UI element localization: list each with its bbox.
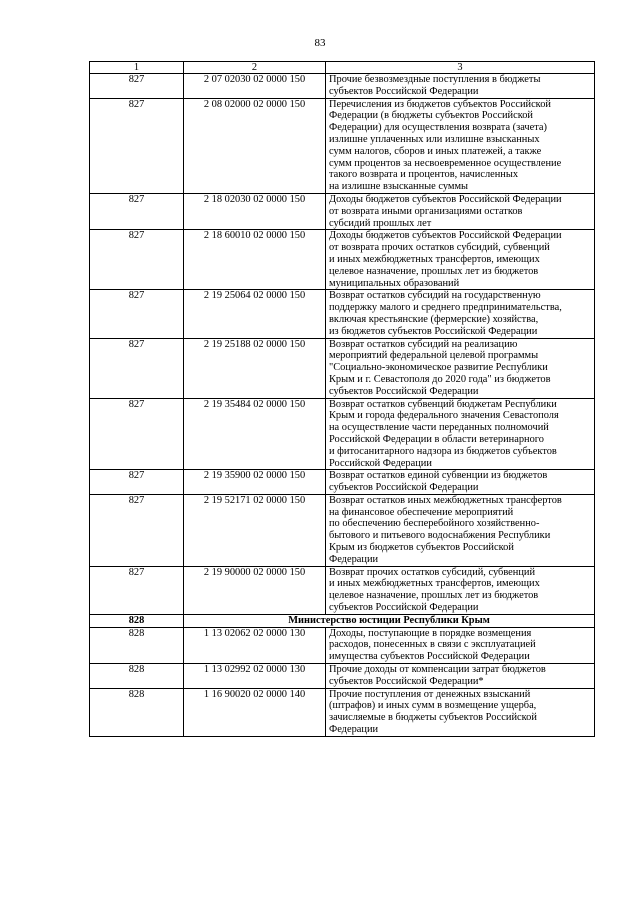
- description-line: Прочие доходы от компенсации затрат бюджетов: [329, 664, 546, 676]
- budget-classification-code: 2 18 60010 02 0000 150: [184, 230, 326, 290]
- description-line: Возврат остатков единой субвенции из бюджетов: [329, 470, 548, 482]
- admin-code: 828: [90, 614, 184, 627]
- table-row: [90, 470, 595, 495]
- table-row: [90, 193, 595, 229]
- admin-code: 827: [90, 470, 184, 495]
- column-number-row: [90, 62, 595, 74]
- revenue-description: [326, 688, 595, 736]
- budget-classification-code: 2 19 90000 02 0000 150: [184, 566, 326, 614]
- description-line: Перечисления из бюджетов субъектов Российской: [329, 98, 551, 110]
- revenue-description: [326, 627, 595, 663]
- admin-code: 827: [90, 230, 184, 290]
- description-line: Возврат остатков субвенций бюджетам Республики: [329, 398, 557, 410]
- description-line: (штрафов) и иных сумм в возмещение ущерба,: [329, 700, 537, 712]
- description-line: субсидий прошлых лет: [329, 217, 432, 229]
- description-line: субъектов Российской Федерации: [329, 85, 479, 97]
- revenue-description: [326, 470, 595, 495]
- table-row: [90, 290, 595, 338]
- description-line: и иных межбюджетных трансфертов, имеющих: [329, 578, 540, 590]
- admin-code: 827: [90, 398, 184, 470]
- description-line: Крым из бюджетов субъектов Российской: [329, 542, 514, 554]
- description-line: Возврат остатков иных межбюджетных трансфертов: [329, 494, 562, 506]
- description-line: на излишне взысканные суммы: [329, 181, 469, 193]
- budget-classification-code: 1 13 02062 02 0000 130: [184, 627, 326, 663]
- section-header-row: [90, 614, 595, 627]
- description-line: расходов, понесенных в связи с эксплуатацией: [329, 639, 536, 651]
- description-line: "Социально-экономическое развитие Республики: [329, 362, 548, 374]
- admin-code: 827: [90, 494, 184, 566]
- description-line: имущества субъектов Российской Федерации: [329, 651, 530, 663]
- description-line: поддержку малого и среднего предпринимательства,: [329, 302, 562, 314]
- column-number-1: 1: [90, 62, 184, 74]
- column-number-3: 3: [326, 62, 595, 74]
- description-line: и иных межбюджетных трансфертов, имеющих: [329, 253, 540, 265]
- admin-code: 828: [90, 688, 184, 736]
- description-line: зачисляемые в бюджеты субъектов Российской: [329, 712, 537, 724]
- budget-classification-code: 2 07 02030 02 0000 150: [184, 74, 326, 99]
- budget-classification-code: 2 18 02030 02 0000 150: [184, 193, 326, 229]
- description-line: Возврат остатков субсидий на государственную: [329, 290, 541, 302]
- description-line: от возврата иными организациями остатков: [329, 205, 523, 217]
- description-line: от возврата прочих остатков субсидий, субвенций: [329, 242, 550, 254]
- revenue-description: [326, 494, 595, 566]
- table-row: [90, 230, 595, 290]
- description-line: Прочие поступления от денежных взысканий: [329, 688, 531, 700]
- description-line: из бюджетов субъектов Российской Федерации: [329, 325, 538, 337]
- description-line: Федерации: [329, 724, 379, 736]
- description-line: Российской Федерации в области ветеринарного: [329, 433, 544, 445]
- description-line: целевое назначение, прошлых лет из бюджетов: [329, 590, 539, 602]
- description-line: субъектов Российской Федерации: [329, 385, 479, 397]
- revenue-description: [326, 98, 595, 193]
- description-line: такого возврата и процентов, начисленных: [329, 169, 519, 181]
- table-row: [90, 398, 595, 470]
- admin-code: 828: [90, 627, 184, 663]
- description-line: на финансовое обеспечение мероприятий: [329, 506, 514, 518]
- revenue-description: [326, 398, 595, 470]
- table-row: [90, 627, 595, 663]
- admin-code: 827: [90, 74, 184, 99]
- table-row: [90, 494, 595, 566]
- budget-classification-code: 2 19 35900 02 0000 150: [184, 470, 326, 495]
- table-row: [90, 338, 595, 398]
- budget-classification-code: 1 13 02992 02 0000 130: [184, 664, 326, 689]
- description-line: Федерации) для осуществления возврата (зачета): [329, 122, 547, 134]
- description-line: по обеспечению бесперебойного хозяйственно-: [329, 518, 540, 530]
- admin-code: 827: [90, 338, 184, 398]
- description-line: Крым и города федерального значения Севастополя: [329, 410, 559, 422]
- table-row: [90, 688, 595, 736]
- admin-code: 827: [90, 98, 184, 193]
- admin-code: 827: [90, 290, 184, 338]
- revenue-description: [326, 230, 595, 290]
- description-line: Крым и г. Севастополя до 2020 года" из бюджетов: [329, 373, 551, 385]
- description-line: включая крестьянские (фермерские) хозяйства,: [329, 313, 539, 325]
- description-line: субъектов Российской Федерации: [329, 602, 479, 614]
- column-number-2: 2: [184, 62, 326, 74]
- description-line: на осуществление части переданных полномочий: [329, 422, 549, 434]
- budget-classification-code: 1 16 90020 02 0000 140: [184, 688, 326, 736]
- budget-classification-code: 2 19 25188 02 0000 150: [184, 338, 326, 398]
- admin-code: 828: [90, 664, 184, 689]
- description-line: Доходы, поступающие в порядке возмещения: [329, 627, 532, 639]
- revenue-description: [326, 338, 595, 398]
- description-line: Возврат прочих остатков субсидий, субвенций: [329, 566, 536, 578]
- description-line: Возврат остатков субсидий на реализацию: [329, 338, 518, 350]
- description-line: Прочие безвозмездные поступления в бюджеты: [329, 74, 541, 85]
- description-line: муниципальных образований: [329, 277, 460, 289]
- description-line: Федерации (в бюджеты субъектов Российской: [329, 110, 533, 122]
- admin-code: 827: [90, 566, 184, 614]
- description-line: субъектов Российской Федерации*: [329, 675, 484, 687]
- description-line: Доходы бюджетов субъектов Российской Федерации: [329, 193, 562, 205]
- section-title: Министерство юстиции Республики Крым: [184, 614, 595, 627]
- description-line: целевое назначение, прошлых лет из бюджетов: [329, 265, 539, 277]
- revenue-description: [326, 664, 595, 689]
- table-row: [90, 566, 595, 614]
- description-line: субъектов Российской Федерации: [329, 482, 479, 494]
- description-line: Российской Федерации: [329, 457, 432, 469]
- budget-classification-code: 2 19 52171 02 0000 150: [184, 494, 326, 566]
- table-row: [90, 74, 595, 99]
- revenue-description: [326, 193, 595, 229]
- budget-classification-code: 2 19 35484 02 0000 150: [184, 398, 326, 470]
- description-line: Федерации: [329, 553, 379, 565]
- description-line: излишне уплаченных или излишне взысканных: [329, 133, 540, 145]
- table-row: [90, 98, 595, 193]
- description-line: мероприятий федеральной целевой программы: [329, 350, 539, 362]
- revenue-description: [326, 566, 595, 614]
- revenue-description: [326, 290, 595, 338]
- budget-classification-code: 2 19 25064 02 0000 150: [184, 290, 326, 338]
- description-line: сумм процентов за несвоевременное осуществление: [329, 157, 562, 169]
- admin-code: 827: [90, 193, 184, 229]
- description-line: Доходы бюджетов субъектов Российской Федерации: [329, 230, 562, 242]
- revenue-description: [326, 74, 595, 99]
- table-row: [90, 664, 595, 689]
- description-line: и фитосанитарного надзора из бюджетов субъектов: [329, 445, 557, 457]
- description-line: бытового и питьевого водоснабжения Республики: [329, 530, 551, 542]
- description-line: сумм налогов, сборов и иных платежей, а также: [329, 145, 542, 157]
- page-number: 83: [314, 37, 326, 49]
- revenue-classification-table: [89, 61, 595, 737]
- budget-classification-code: 2 08 02000 02 0000 150: [184, 98, 326, 193]
